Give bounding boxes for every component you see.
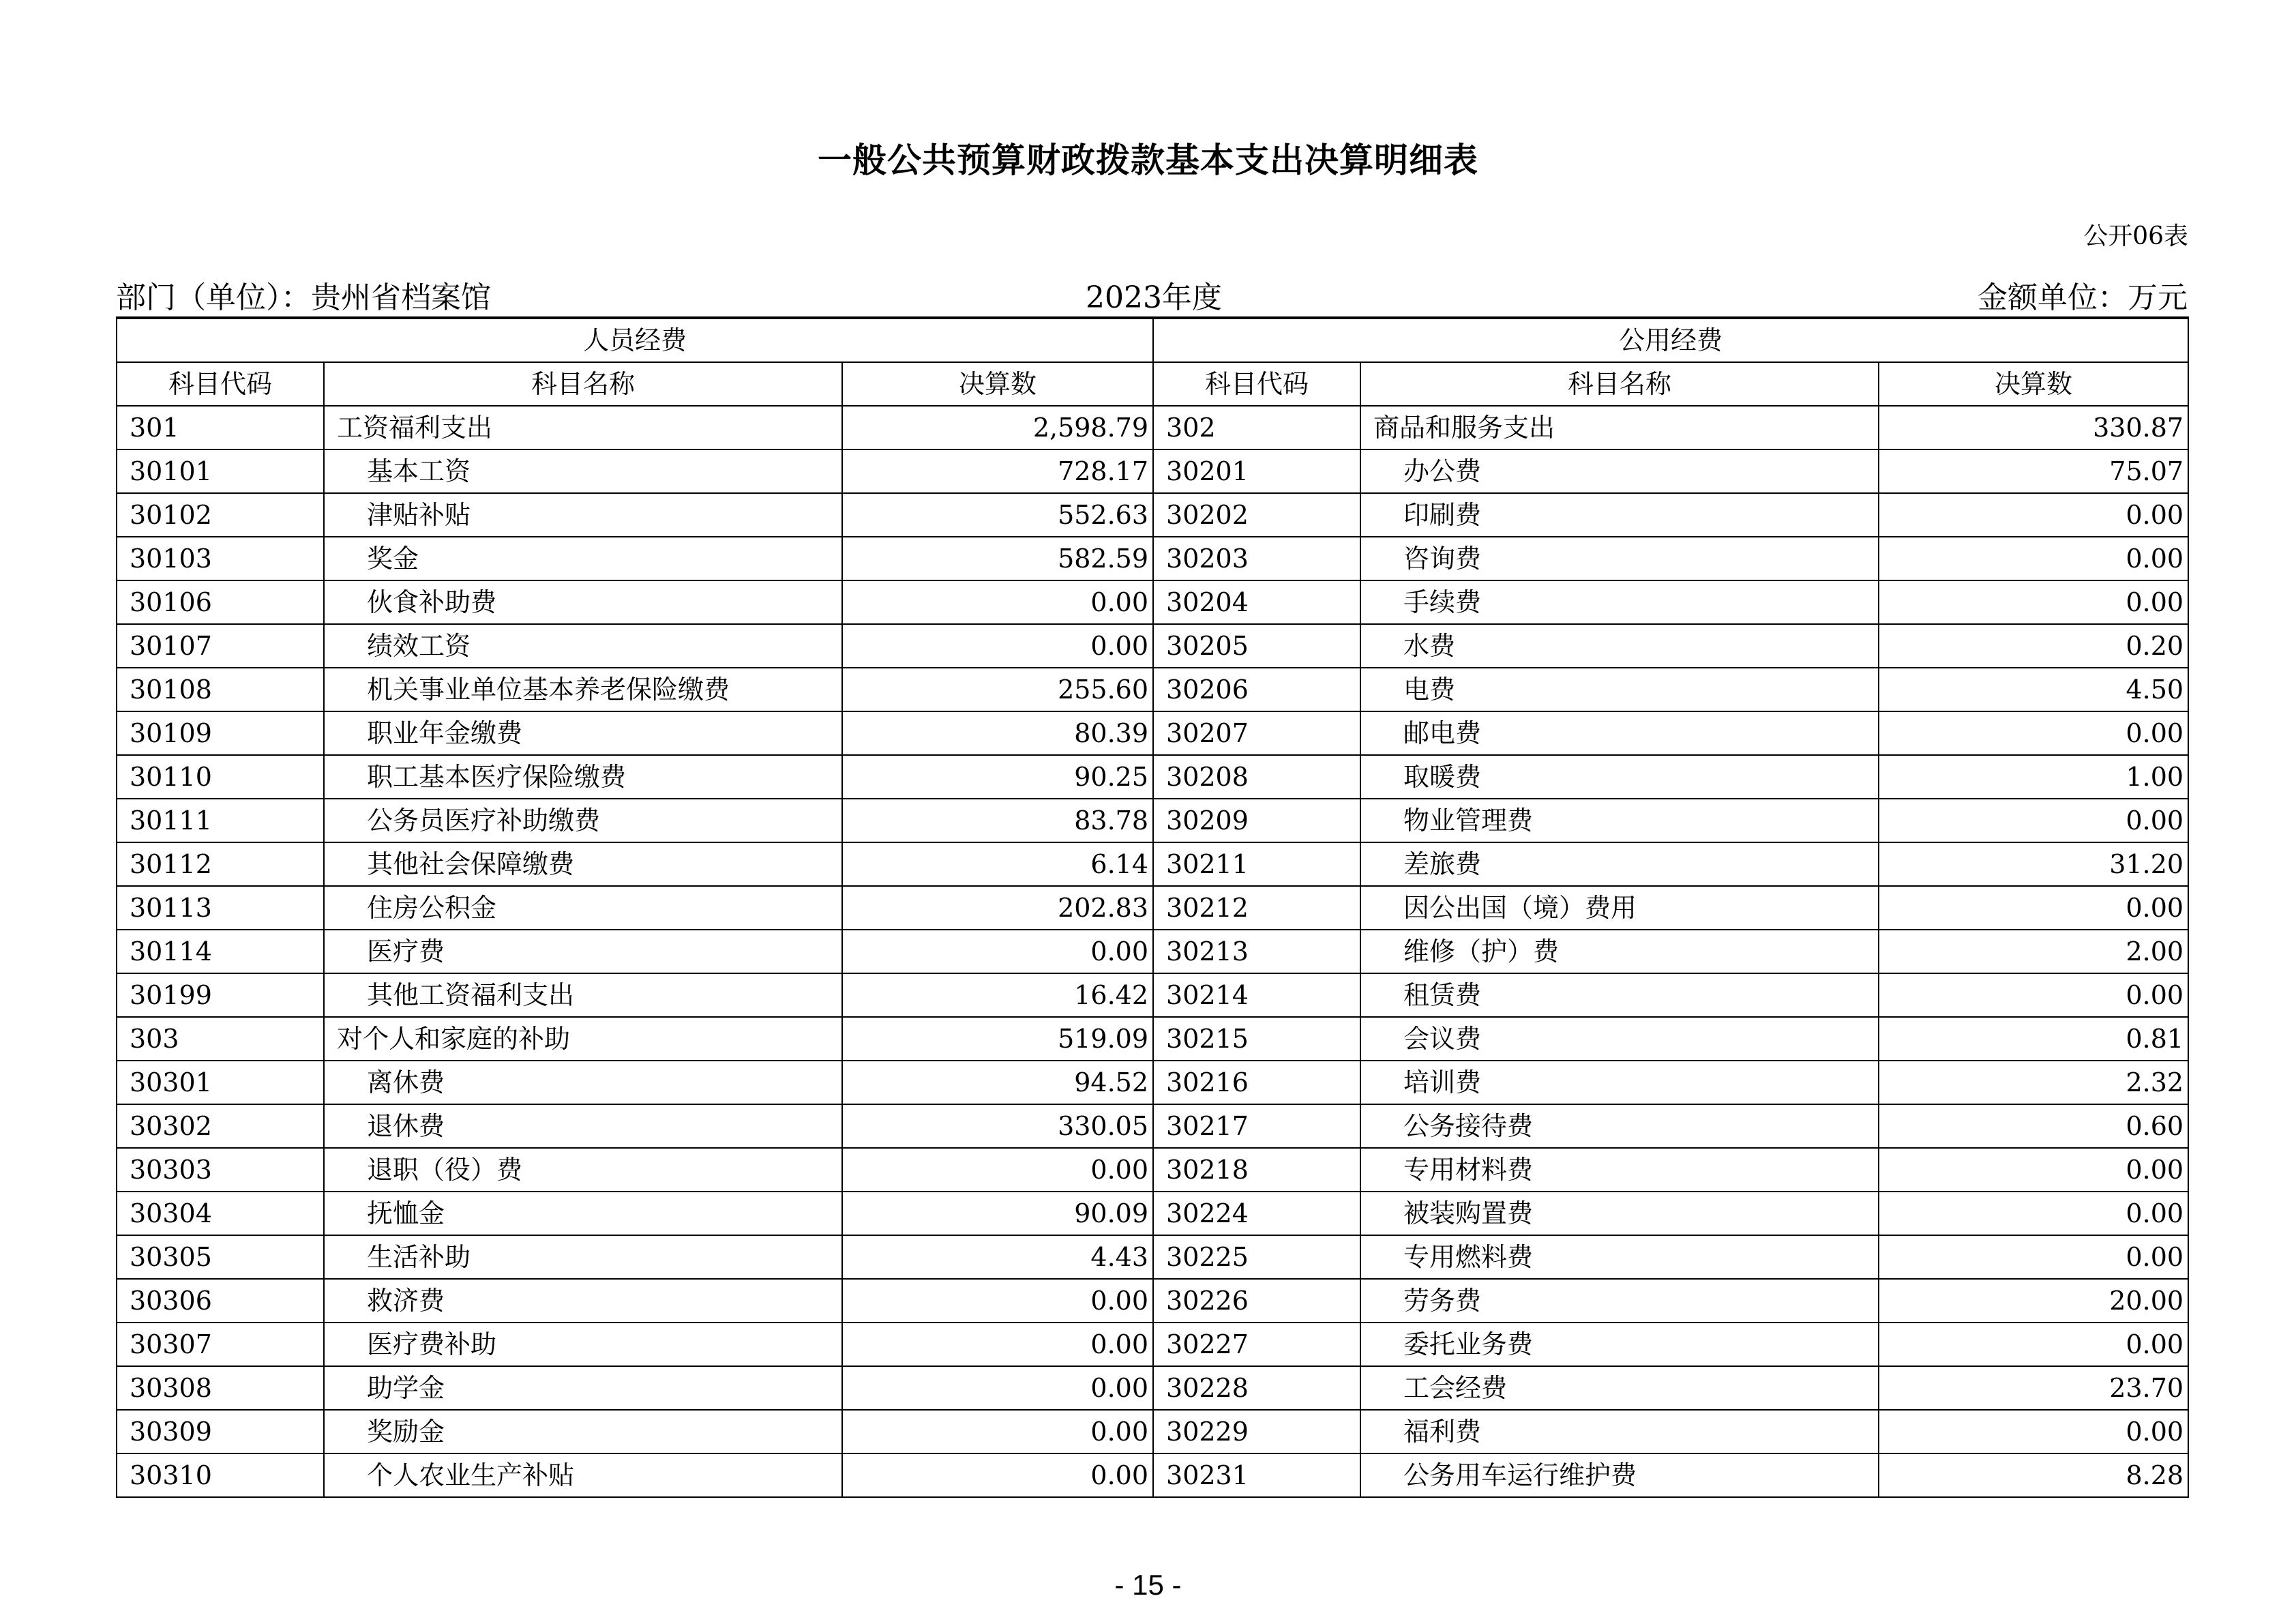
right-code-cell: 30201 [1153,449,1360,493]
right-name-cell: 工会经费 [1360,1366,1879,1410]
left-amount-cell: 582.59 [842,537,1153,580]
right-name-cell: 因公出国（境）费用 [1360,886,1879,930]
right-amount-cell: 0.00 [1879,886,2188,930]
right-code-cell: 30202 [1153,493,1360,537]
left-code-header: 科目代码 [117,362,324,406]
left-amount-header: 决算数 [842,362,1153,406]
left-amount-cell: 519.09 [842,1017,1153,1061]
table-row [117,1148,2188,1192]
right-code-header: 科目代码 [1153,362,1360,406]
column-header-row [117,362,2188,406]
right-amount-cell: 0.00 [1879,1410,2188,1453]
right-amount-cell: 0.00 [1879,973,2188,1017]
left-code-cell: 30310 [117,1453,324,1497]
right-amount-cell: 23.70 [1879,1366,2188,1410]
right-name-cell: 差旅费 [1360,842,1879,886]
right-name-cell: 商品和服务支出 [1360,406,1879,449]
left-code-cell: 30114 [117,930,324,973]
public-group-header: 公用经费 [1153,318,2188,362]
table-row [117,755,2188,799]
left-name-cell: 伙食补助费 [324,580,842,624]
left-amount-cell: 255.60 [842,668,1153,711]
left-amount-cell: 0.00 [842,580,1153,624]
left-name-cell: 奖金 [324,537,842,580]
left-code-cell: 30303 [117,1148,324,1192]
table-row [117,1410,2188,1453]
table-row [117,1017,2188,1061]
left-amount-cell: 0.00 [842,624,1153,668]
left-code-cell: 303 [117,1017,324,1061]
right-code-cell: 30207 [1153,711,1360,755]
left-code-cell: 30106 [117,580,324,624]
table-row [117,1235,2188,1279]
left-amount-cell: 728.17 [842,449,1153,493]
right-amount-cell: 0.00 [1879,580,2188,624]
right-amount-cell: 75.07 [1879,449,2188,493]
left-amount-cell: 90.25 [842,755,1153,799]
right-code-cell: 30213 [1153,930,1360,973]
right-name-cell: 取暖费 [1360,755,1879,799]
right-code-cell: 30212 [1153,886,1360,930]
left-code-cell: 30309 [117,1410,324,1453]
left-name-cell: 住房公积金 [324,886,842,930]
table-row [117,1279,2188,1323]
table-row [117,624,2188,668]
left-code-cell: 30111 [117,799,324,842]
right-name-cell: 水费 [1360,624,1879,668]
table-row [117,580,2188,624]
right-name-cell: 培训费 [1360,1061,1879,1104]
left-code-cell: 30107 [117,624,324,668]
right-name-cell: 物业管理费 [1360,799,1879,842]
left-name-cell: 工资福利支出 [324,406,842,449]
table-meta [116,273,2188,316]
left-amount-cell: 4.43 [842,1235,1153,1279]
right-amount-cell: 1.00 [1879,755,2188,799]
left-name-cell: 其他社会保障缴费 [324,842,842,886]
left-amount-cell: 0.00 [842,1148,1153,1192]
left-code-cell: 30301 [117,1061,324,1104]
left-code-cell: 30305 [117,1235,324,1279]
right-code-cell: 30217 [1153,1104,1360,1148]
table-row [117,711,2188,755]
left-code-cell: 30308 [117,1366,324,1410]
left-amount-cell: 0.00 [842,1323,1153,1366]
left-code-cell: 30307 [117,1323,324,1366]
table-row [117,799,2188,842]
left-name-cell: 职业年金缴费 [324,711,842,755]
right-amount-cell: 31.20 [1879,842,2188,886]
page-number: - 15 - [1114,1569,1182,1601]
table-row [117,1104,2188,1148]
right-code-cell: 30228 [1153,1366,1360,1410]
left-code-cell: 30101 [117,449,324,493]
table-row [117,537,2188,580]
table-row [117,842,2188,886]
left-code-cell: 30112 [117,842,324,886]
left-amount-cell: 94.52 [842,1061,1153,1104]
right-code-cell: 30209 [1153,799,1360,842]
department-label: 部门（单位）：贵州省档案馆 [116,280,491,315]
right-name-cell: 租赁费 [1360,973,1879,1017]
right-code-cell: 30225 [1153,1235,1360,1279]
page-title: 一般公共预算财政拨款基本支出决算明细表 [818,140,1478,180]
table-row [117,406,2188,449]
table-row [117,668,2188,711]
left-code-cell: 30113 [117,886,324,930]
expenditure-table [116,316,2189,1498]
table-row [117,1453,2188,1497]
right-amount-cell: 0.20 [1879,624,2188,668]
left-code-cell: 30302 [117,1104,324,1148]
right-amount-cell: 0.00 [1879,493,2188,537]
right-amount-cell: 0.00 [1879,1323,2188,1366]
right-name-cell: 手续费 [1360,580,1879,624]
unit-label: 金额单位：万元 [1978,280,2188,315]
left-name-cell: 医疗费 [324,930,842,973]
right-name-cell: 咨询费 [1360,537,1879,580]
right-name-cell: 印刷费 [1360,493,1879,537]
left-amount-cell: 0.00 [842,1410,1153,1453]
table-row [117,1323,2188,1366]
right-amount-cell: 330.87 [1879,406,2188,449]
left-amount-cell: 0.00 [842,1453,1153,1497]
table-row [117,1366,2188,1410]
left-code-cell: 30102 [117,493,324,537]
right-code-cell: 302 [1153,406,1360,449]
right-amount-cell: 0.00 [1879,537,2188,580]
table-row [117,493,2188,537]
right-amount-cell: 0.00 [1879,1235,2188,1279]
table-row [117,1061,2188,1104]
left-name-cell: 退休费 [324,1104,842,1148]
left-name-cell: 津贴补贴 [324,493,842,537]
right-amount-cell: 0.00 [1879,1192,2188,1235]
right-name-cell: 会议费 [1360,1017,1879,1061]
left-name-cell: 对个人和家庭的补助 [324,1017,842,1061]
table-row [117,886,2188,930]
right-amount-header: 决算数 [1879,362,2188,406]
right-code-cell: 30211 [1153,842,1360,886]
right-code-cell: 30231 [1153,1453,1360,1497]
right-name-cell: 电费 [1360,668,1879,711]
left-name-cell: 抚恤金 [324,1192,842,1235]
left-name-cell: 医疗费补助 [324,1323,842,1366]
right-amount-cell: 0.00 [1879,799,2188,842]
left-amount-cell: 0.00 [842,1279,1153,1323]
right-name-cell: 被装购置费 [1360,1192,1879,1235]
left-code-cell: 301 [117,406,324,449]
right-code-cell: 30206 [1153,668,1360,711]
right-name-cell: 邮电费 [1360,711,1879,755]
right-name-cell: 办公费 [1360,449,1879,493]
right-code-cell: 30216 [1153,1061,1360,1104]
left-amount-cell: 6.14 [842,842,1153,886]
right-amount-cell: 0.00 [1879,711,2188,755]
personnel-group-header: 人员经费 [117,318,1153,362]
left-name-cell: 其他工资福利支出 [324,973,842,1017]
left-amount-cell: 2,598.79 [842,406,1153,449]
left-name-cell: 职工基本医疗保险缴费 [324,755,842,799]
right-code-cell: 30218 [1153,1148,1360,1192]
right-amount-cell: 20.00 [1879,1279,2188,1323]
right-amount-cell: 8.28 [1879,1453,2188,1497]
left-name-cell: 离休费 [324,1061,842,1104]
right-amount-cell: 0.60 [1879,1104,2188,1148]
right-name-cell: 专用燃料费 [1360,1235,1879,1279]
right-amount-cell: 0.81 [1879,1017,2188,1061]
right-code-cell: 30214 [1153,973,1360,1017]
table-row [117,930,2188,973]
left-amount-cell: 330.05 [842,1104,1153,1148]
right-amount-cell: 0.00 [1879,1148,2188,1192]
year-label: 2023年度 [1086,280,1222,315]
left-name-cell: 绩效工资 [324,624,842,668]
table-number: 公开06表 [2083,222,2188,250]
left-code-cell: 30306 [117,1279,324,1323]
left-amount-cell: 90.09 [842,1192,1153,1235]
left-code-cell: 30103 [117,537,324,580]
left-amount-cell: 0.00 [842,1366,1153,1410]
right-amount-cell: 2.32 [1879,1061,2188,1104]
left-name-cell: 生活补助 [324,1235,842,1279]
left-name-cell: 公务员医疗补助缴费 [324,799,842,842]
right-name-cell: 公务用车运行维护费 [1360,1453,1879,1497]
right-code-cell: 30204 [1153,580,1360,624]
right-name-cell: 劳务费 [1360,1279,1879,1323]
left-amount-cell: 552.63 [842,493,1153,537]
left-name-header: 科目名称 [324,362,842,406]
left-code-cell: 30110 [117,755,324,799]
left-amount-cell: 16.42 [842,973,1153,1017]
right-code-cell: 30226 [1153,1279,1360,1323]
left-name-cell: 救济费 [324,1279,842,1323]
left-name-cell: 助学金 [324,1366,842,1410]
left-amount-cell: 83.78 [842,799,1153,842]
group-header-row [117,318,2188,362]
right-code-cell: 30224 [1153,1192,1360,1235]
left-name-cell: 个人农业生产补贴 [324,1453,842,1497]
left-code-cell: 30304 [117,1192,324,1235]
table-row [117,973,2188,1017]
left-amount-cell: 80.39 [842,711,1153,755]
right-name-cell: 委托业务费 [1360,1323,1879,1366]
right-amount-cell: 2.00 [1879,930,2188,973]
right-code-cell: 30205 [1153,624,1360,668]
right-code-cell: 30215 [1153,1017,1360,1061]
right-name-cell: 福利费 [1360,1410,1879,1453]
left-code-cell: 30199 [117,973,324,1017]
right-name-header: 科目名称 [1360,362,1879,406]
right-code-cell: 30208 [1153,755,1360,799]
left-code-cell: 30108 [117,668,324,711]
left-code-cell: 30109 [117,711,324,755]
left-name-cell: 退职（役）费 [324,1148,842,1192]
left-name-cell: 奖励金 [324,1410,842,1453]
table-row [117,449,2188,493]
right-amount-cell: 4.50 [1879,668,2188,711]
right-code-cell: 30203 [1153,537,1360,580]
right-name-cell: 专用材料费 [1360,1148,1879,1192]
table-row [117,1192,2188,1235]
right-code-cell: 30227 [1153,1323,1360,1366]
left-amount-cell: 0.00 [842,930,1153,973]
left-name-cell: 机关事业单位基本养老保险缴费 [324,668,842,711]
right-code-cell: 30229 [1153,1410,1360,1453]
right-name-cell: 公务接待费 [1360,1104,1879,1148]
left-name-cell: 基本工资 [324,449,842,493]
right-name-cell: 维修（护）费 [1360,930,1879,973]
left-amount-cell: 202.83 [842,886,1153,930]
